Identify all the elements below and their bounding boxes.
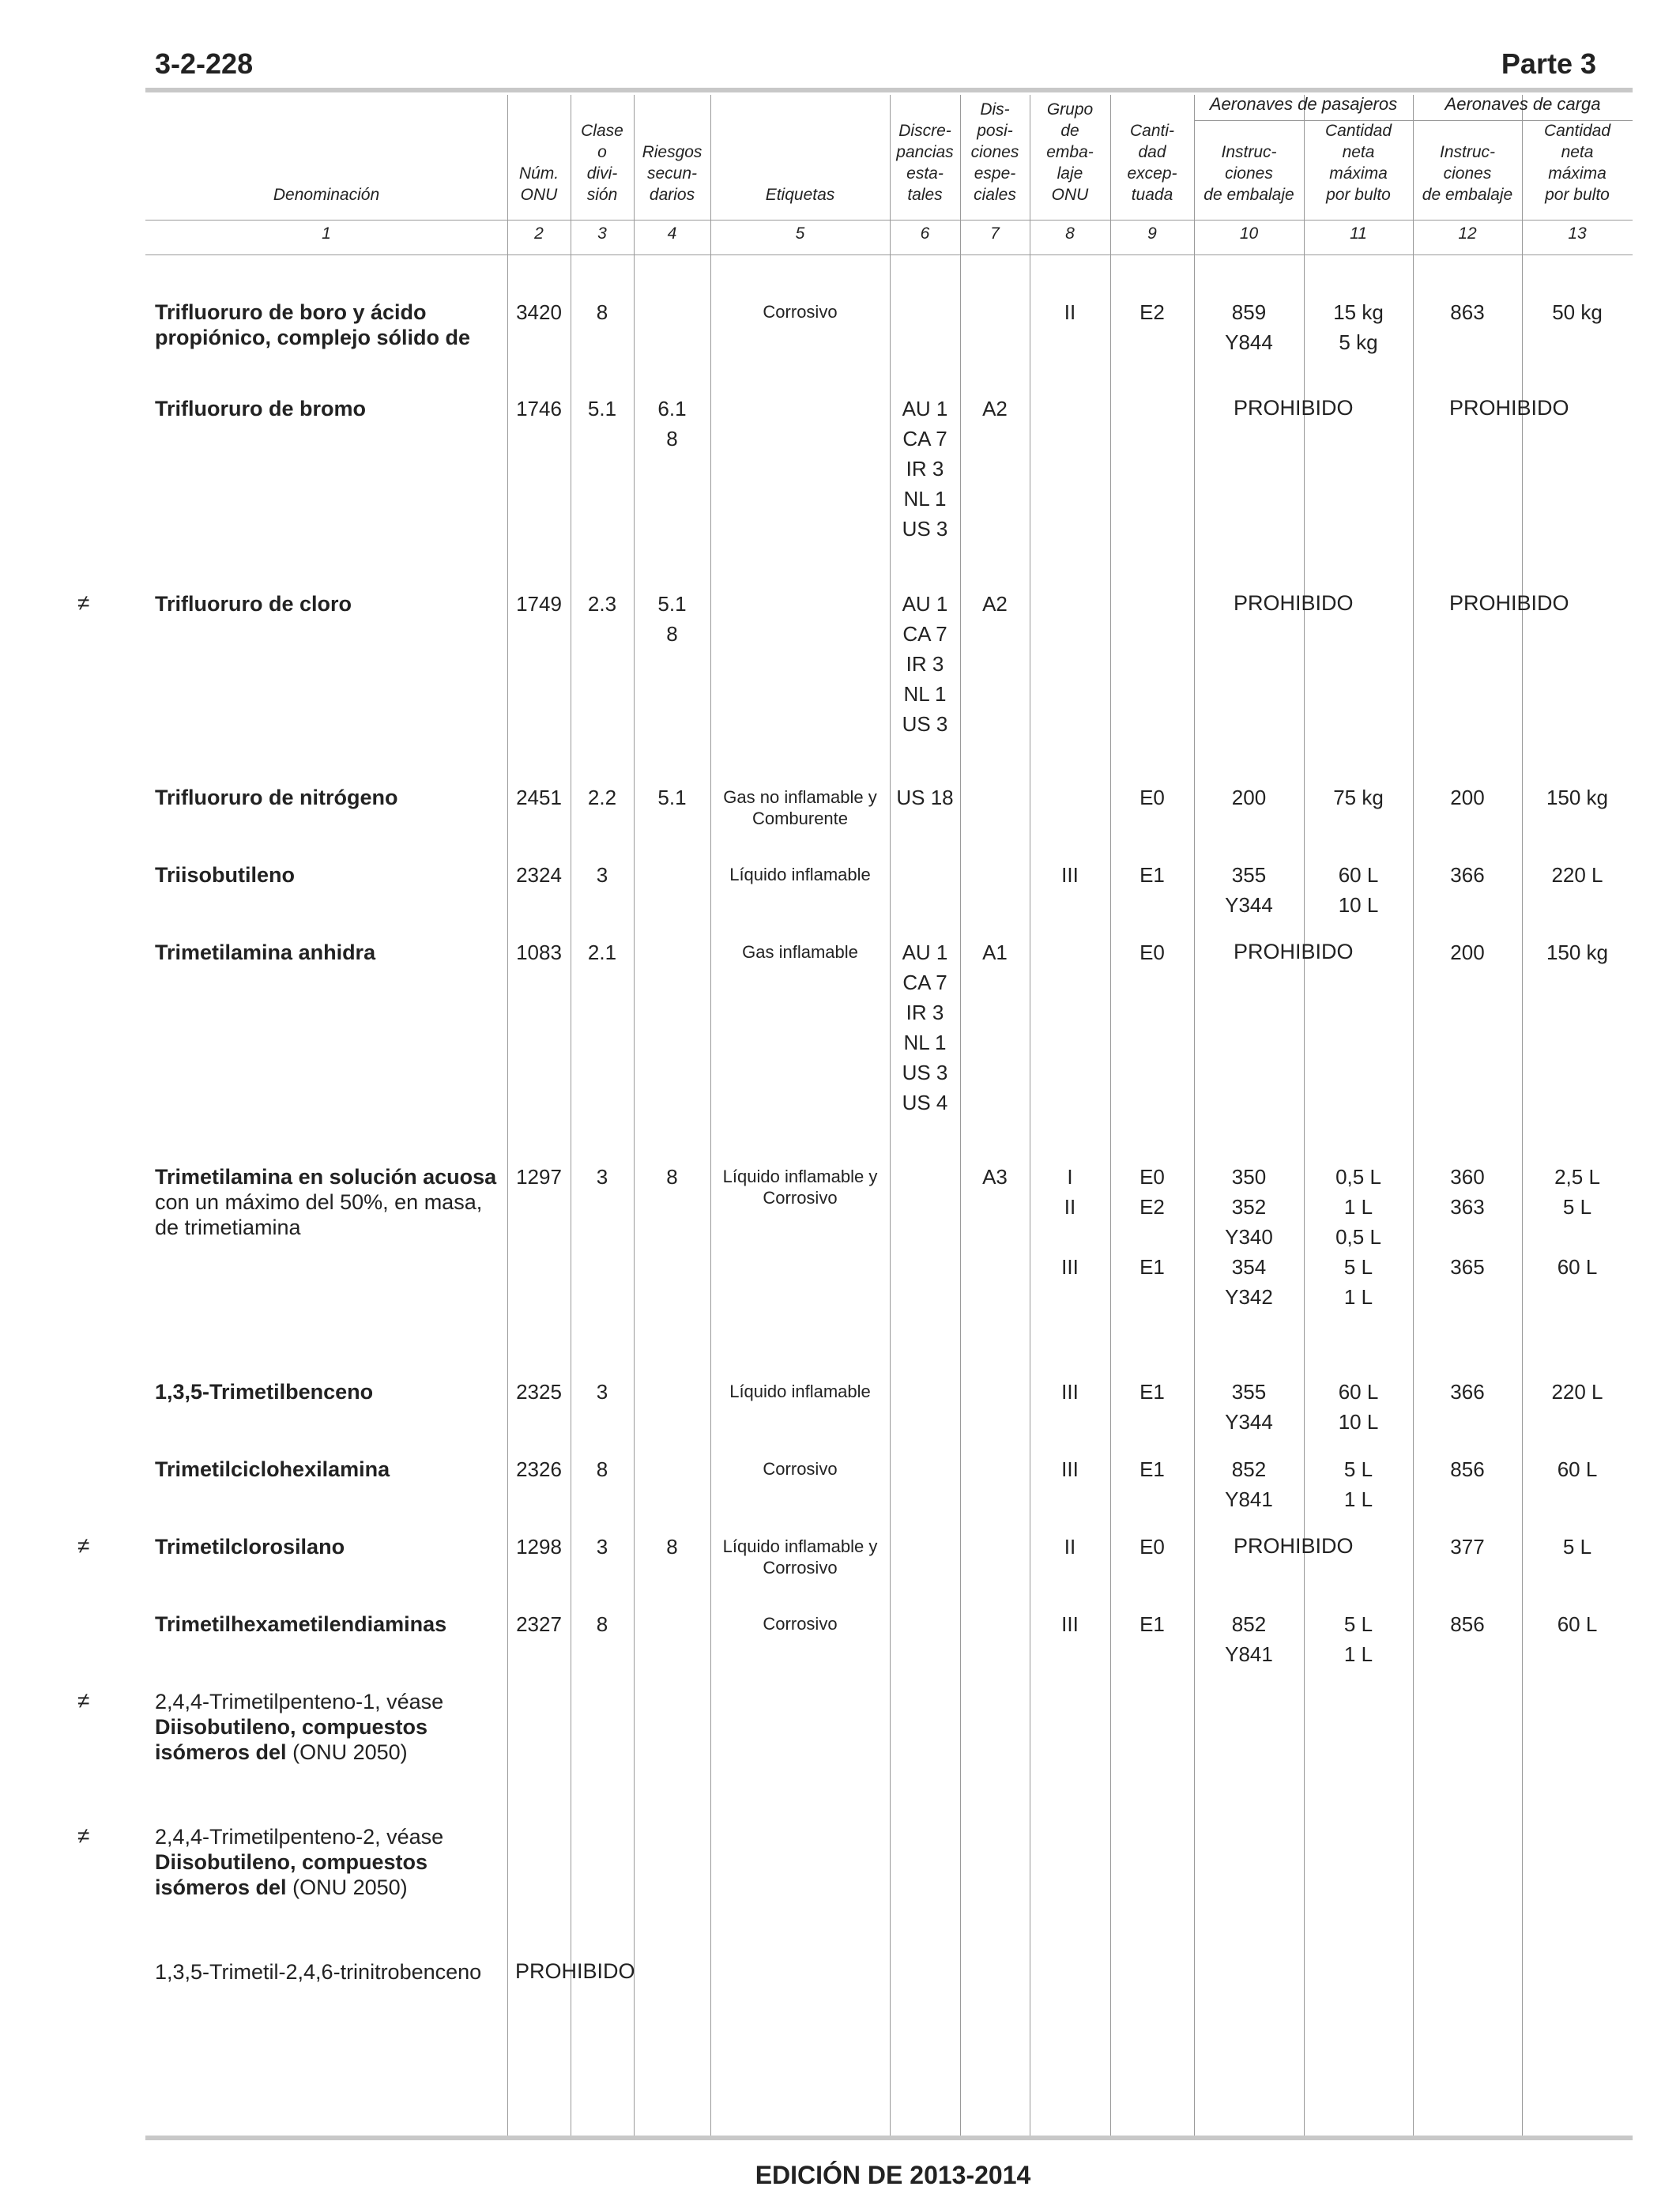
cell-onu: 2325 bbox=[516, 1380, 562, 1404]
substance-name bbox=[155, 1689, 503, 1765]
part-title: Parte 3 bbox=[1501, 47, 1596, 80]
cell-pas-instr: 355 Y344 bbox=[1225, 1380, 1273, 1434]
cell-disposiciones: A2 bbox=[982, 397, 1008, 420]
column-number-9: 9 bbox=[1147, 224, 1157, 243]
passenger-prohibited: PROHIBIDO bbox=[1234, 1534, 1354, 1558]
substance-name bbox=[155, 1612, 503, 1637]
substance-name bbox=[155, 591, 503, 616]
name-prefix: 2,4,4-Trimetilpenteno-2, véase bbox=[155, 1825, 444, 1849]
cell-clase: 8 bbox=[596, 1612, 608, 1636]
cell-pas-qty: 5 L 1 L bbox=[1343, 1457, 1373, 1511]
cell-discrepancias: US 18 bbox=[896, 786, 954, 809]
page-number: 3-2-228 bbox=[155, 47, 254, 80]
cell-discrepancias: AU 1 CA 7 IR 3 NL 1 US 3 bbox=[902, 397, 948, 541]
name-bold: Triisobutileno bbox=[155, 863, 296, 887]
cell-etiquetas: Líquido inflamable bbox=[729, 1382, 871, 1401]
cell-etiquetas: Gas no inflamable y Comburente bbox=[723, 787, 877, 828]
change-marker: ≠ bbox=[77, 1823, 90, 1848]
cell-onu: 3420 bbox=[516, 300, 562, 324]
substance-name bbox=[155, 1534, 503, 1559]
edition-footer: EDICIÓN DE 2013-2014 bbox=[755, 2161, 1031, 2189]
cargo-prohibited: PROHIBIDO bbox=[1449, 591, 1569, 615]
cell-carga-qty: 60 L bbox=[1557, 1457, 1598, 1481]
column-number-5: 5 bbox=[795, 224, 805, 243]
cell-grupo: II bbox=[1064, 300, 1076, 324]
column-number-7: 7 bbox=[990, 224, 1000, 243]
column-number-6: 6 bbox=[920, 224, 930, 243]
cell-onu: 1297 bbox=[516, 1165, 562, 1189]
name-bold: Diisobutileno, compuestos isómeros del bbox=[155, 1850, 428, 1899]
cell-discrepancias: AU 1 CA 7 IR 3 NL 1 US 3 US 4 bbox=[902, 941, 948, 1114]
cell-carga-qty: 50 kg bbox=[1552, 300, 1603, 324]
cell-riesgos: 6.1 8 bbox=[657, 397, 687, 450]
cell-carga-qty: 220 L bbox=[1551, 863, 1603, 887]
cell-riesgos: 5.1 8 bbox=[657, 592, 687, 646]
substance-name bbox=[155, 1959, 503, 1985]
cell-carga-instr: 856 bbox=[1450, 1457, 1485, 1481]
column-number-3: 3 bbox=[597, 224, 607, 243]
cell-disposiciones: A2 bbox=[982, 592, 1008, 616]
cell-carga-instr: 360 363 365 bbox=[1450, 1165, 1485, 1279]
cell-cantidad-exc: E0 bbox=[1139, 1535, 1165, 1559]
name-bold: Trimetilamina anhidra bbox=[155, 941, 376, 964]
name-bold: Trifluoruro de nitrógeno bbox=[155, 786, 398, 809]
cell-carga-instr: 200 bbox=[1450, 941, 1485, 964]
name-bold: Diisobutileno, compuestos isómeros del bbox=[155, 1715, 428, 1764]
column-number-2: 2 bbox=[534, 224, 544, 243]
cell-riesgos: 8 bbox=[666, 1165, 678, 1189]
cell-pas-qty: 60 L 10 L bbox=[1338, 863, 1379, 917]
cell-grupo: II bbox=[1064, 1535, 1076, 1559]
cell-carga-qty: 150 kg bbox=[1546, 941, 1609, 964]
column-number-10: 10 bbox=[1239, 224, 1259, 243]
group-passenger-aircraft: Aeronaves de pasajeros bbox=[1209, 94, 1398, 114]
column-header-6: Discre- pancias esta- tales bbox=[896, 122, 954, 204]
name-prefix: 2,4,4-Trimetilpenteno-1, véase bbox=[155, 1690, 444, 1713]
top-rule bbox=[145, 88, 1633, 92]
name-bold: Trimetilclorosilano bbox=[155, 1535, 345, 1559]
cell-cantidad-exc: E1 bbox=[1139, 1457, 1165, 1481]
cell-cantidad-exc: E0 bbox=[1139, 941, 1165, 964]
substance-name bbox=[155, 940, 503, 965]
column-number-1: 1 bbox=[322, 224, 331, 243]
cell-clase: 3 bbox=[596, 863, 608, 887]
cell-carga-instr: 200 bbox=[1450, 786, 1485, 809]
cell-onu: 1298 bbox=[516, 1535, 562, 1559]
cell-cantidad-exc: E0 E2 E1 bbox=[1139, 1165, 1165, 1279]
column-header-11: Cantidad neta máxima por bulto bbox=[1324, 122, 1392, 204]
cell-onu: 2324 bbox=[516, 863, 562, 887]
cell-carga-qty: 60 L bbox=[1557, 1612, 1598, 1636]
substance-name bbox=[155, 862, 503, 888]
cell-clase: 2.2 bbox=[587, 786, 617, 809]
cell-pas-qty: 15 kg 5 kg bbox=[1333, 300, 1384, 354]
cell-clase: 3 bbox=[596, 1165, 608, 1189]
name-suffix: (ONU 2050) bbox=[292, 1740, 408, 1764]
cell-onu: 2327 bbox=[516, 1612, 562, 1636]
name-bold: Trimetilamina en solución acuosa bbox=[155, 1165, 497, 1189]
cell-disposiciones: A3 bbox=[982, 1165, 1008, 1189]
column-header-7: Dis- posi- ciones espe- ciales bbox=[970, 100, 1019, 204]
cell-onu: 2451 bbox=[516, 786, 562, 809]
passenger-prohibited: PROHIBIDO bbox=[1234, 591, 1354, 615]
cell-carga-qty: 150 kg bbox=[1546, 786, 1609, 809]
column-number-11: 11 bbox=[1350, 224, 1367, 243]
substance-name bbox=[155, 1164, 503, 1240]
column-header-5: Etiquetas bbox=[765, 186, 835, 204]
cell-grupo: III bbox=[1061, 1612, 1079, 1636]
name-detail: con un máximo del 50%, en masa, de trimetiamina bbox=[155, 1190, 483, 1239]
substance-name bbox=[155, 1379, 503, 1404]
column-header-4: Riesgos secun- darios bbox=[642, 143, 703, 204]
cargo-prohibited: PROHIBIDO bbox=[1449, 396, 1569, 420]
cell-pas-qty: 5 L 1 L bbox=[1343, 1612, 1373, 1666]
cell-cantidad-exc: E1 bbox=[1139, 1612, 1165, 1636]
cell-clase: 2.1 bbox=[587, 941, 617, 964]
cell-riesgos: 8 bbox=[666, 1535, 678, 1559]
column-header-9: Canti- dad excep- tuada bbox=[1127, 122, 1177, 204]
cell-carga-qty: 220 L bbox=[1551, 1380, 1603, 1404]
column-number-12: 12 bbox=[1458, 224, 1477, 243]
cell-disposiciones: A1 bbox=[982, 941, 1008, 964]
cell-etiquetas: Corrosivo bbox=[763, 1459, 838, 1479]
name-bold: Trimetilhexametilendiaminas bbox=[155, 1612, 447, 1636]
column-number-4: 4 bbox=[667, 224, 677, 243]
column-header-2: Núm. ONU bbox=[518, 164, 559, 204]
cell-onu: 2326 bbox=[516, 1457, 562, 1481]
name-bold: Trifluoruro de boro y ácido propiónico, complejo sólido de bbox=[155, 300, 471, 349]
change-marker: ≠ bbox=[77, 590, 90, 615]
column-header-12: Instruc- ciones de embalaje bbox=[1422, 143, 1513, 204]
substance-name bbox=[155, 396, 503, 421]
cell-cantidad-exc: E1 bbox=[1139, 1380, 1165, 1404]
cell-riesgos: 5.1 bbox=[657, 786, 687, 809]
cell-onu: 1749 bbox=[516, 592, 562, 616]
name-bold: 1,3,5-Trimetilbenceno bbox=[155, 1380, 374, 1404]
name-suffix: (ONU 2050) bbox=[292, 1875, 408, 1899]
cell-pas-qty: 0,5 L 1 L 0,5 L 5 L 1 L bbox=[1335, 1165, 1381, 1309]
column-number-13: 13 bbox=[1568, 224, 1587, 243]
cell-carga-qty: 2,5 L 5 L 60 L bbox=[1554, 1165, 1600, 1279]
cell-etiquetas: Corrosivo bbox=[763, 1614, 838, 1634]
cell-cantidad-exc: E1 bbox=[1139, 863, 1165, 887]
name-bold: Trimetilciclohexilamina bbox=[155, 1457, 390, 1481]
bottom-rule bbox=[145, 2136, 1633, 2140]
cell-carga-instr: 856 bbox=[1450, 1612, 1485, 1636]
cell-cantidad-exc: E2 bbox=[1139, 300, 1165, 324]
cell-pas-instr: 350 352 Y340 354 Y342 bbox=[1225, 1165, 1273, 1309]
cell-etiquetas: Líquido inflamable bbox=[729, 865, 871, 884]
cell-grupo: III bbox=[1061, 863, 1079, 887]
substance-name bbox=[155, 1457, 503, 1482]
cell-pas-qty: 75 kg bbox=[1333, 786, 1384, 809]
cell-pas-instr: 852 Y841 bbox=[1225, 1457, 1273, 1511]
column-header-13: Cantidad neta máxima por bulto bbox=[1543, 122, 1611, 204]
column-header-3: Clase o divi- sión bbox=[581, 122, 623, 204]
name-bold: Trifluoruro de cloro bbox=[155, 592, 352, 616]
substance-name bbox=[155, 1824, 503, 1900]
column-header-1: Denominación bbox=[273, 186, 380, 204]
cell-clase: 3 bbox=[596, 1380, 608, 1404]
name-bold: Trifluoruro de bromo bbox=[155, 397, 366, 420]
group-cargo-aircraft: Aeronaves de carga bbox=[1445, 94, 1601, 114]
name-prefix: 1,3,5-Trimetil-2,4,6-trinitrobenceno bbox=[155, 1960, 482, 1984]
cell-onu: 1746 bbox=[516, 397, 562, 420]
substance-name bbox=[155, 300, 503, 350]
cell-grupo: III bbox=[1061, 1457, 1079, 1481]
cell-pas-instr: 355 Y344 bbox=[1225, 863, 1273, 917]
cell-onu: 1083 bbox=[516, 941, 562, 964]
cell-grupo: I II III bbox=[1061, 1165, 1079, 1279]
cell-pas-instr: 200 bbox=[1231, 786, 1267, 809]
cell-pas-instr: 859 Y844 bbox=[1225, 300, 1273, 354]
cell-etiquetas: Corrosivo bbox=[763, 302, 838, 322]
cell-cantidad-exc: E0 bbox=[1139, 786, 1165, 809]
column-header-10: Instruc- ciones de embalaje bbox=[1203, 143, 1294, 204]
cell-discrepancias: AU 1 CA 7 IR 3 NL 1 US 3 bbox=[902, 592, 948, 736]
passenger-prohibited: PROHIBIDO bbox=[1234, 396, 1354, 420]
cell-clase: 8 bbox=[596, 300, 608, 324]
cell-pas-qty: 60 L 10 L bbox=[1338, 1380, 1379, 1434]
cell-grupo: III bbox=[1061, 1380, 1079, 1404]
cell-clase: 5.1 bbox=[587, 397, 617, 420]
passenger-prohibited: PROHIBIDO bbox=[1234, 940, 1354, 963]
cell-carga-instr: 863 bbox=[1450, 300, 1485, 324]
substance-name bbox=[155, 785, 503, 810]
cell-etiquetas: Líquido inflamable y Corrosivo bbox=[722, 1536, 878, 1578]
change-marker: ≠ bbox=[77, 1533, 90, 1558]
cell-carga-qty: 5 L bbox=[1562, 1535, 1592, 1559]
cell-etiquetas: Líquido inflamable y Corrosivo bbox=[722, 1167, 878, 1208]
cell-carga-instr: 377 bbox=[1450, 1535, 1485, 1559]
cell-etiquetas: Gas inflamable bbox=[742, 942, 858, 962]
onu-prohibited: PROHIBIDO bbox=[515, 1959, 635, 1983]
cell-clase: 2.3 bbox=[587, 592, 617, 616]
cell-clase: 8 bbox=[596, 1457, 608, 1481]
column-number-8: 8 bbox=[1065, 224, 1075, 243]
cell-clase: 3 bbox=[596, 1535, 608, 1559]
cell-pas-instr: 852 Y841 bbox=[1225, 1612, 1273, 1666]
change-marker: ≠ bbox=[77, 1688, 90, 1713]
column-header-8: Grupo de emba- laje ONU bbox=[1046, 100, 1094, 204]
cell-carga-instr: 366 bbox=[1450, 1380, 1485, 1404]
cell-carga-instr: 366 bbox=[1450, 863, 1485, 887]
